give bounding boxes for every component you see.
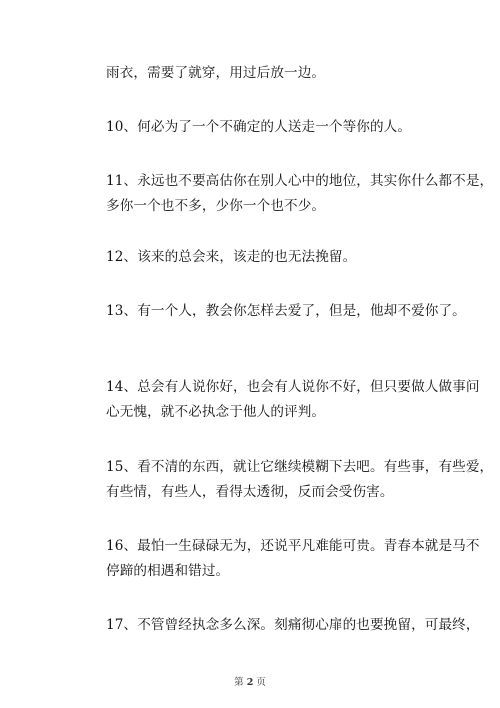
paragraph-17 <box>106 613 480 638</box>
page-footer <box>0 677 500 689</box>
paragraph-16 <box>106 534 480 584</box>
paragraph-10 <box>106 115 436 140</box>
paragraph-line: 13、有一个人，教会你怎样去爱了，但是，他却不爱你了。 <box>106 303 466 319</box>
page-label-prefix: 第 <box>234 677 244 688</box>
paragraph-line: 14、总会有人说你好，也会有人说你不好，但只要做人做事问 <box>106 379 480 395</box>
page-number: 2 <box>246 677 254 688</box>
paragraph-line: 心无愧，就不必执念于他人的评判。 <box>106 404 326 420</box>
page-label-suffix: 页 <box>256 677 266 688</box>
paragraph-11 <box>106 169 494 219</box>
paragraph-9-tail <box>106 61 436 86</box>
paragraph-15 <box>106 455 494 505</box>
paragraph-14 <box>106 375 480 425</box>
paragraph-line: 停蹄的相遇和错过。 <box>106 563 230 579</box>
paragraph-line: 雨衣，需要了就穿，用过后放一边。 <box>106 65 326 81</box>
paragraph-13 <box>106 299 466 324</box>
paragraph-line: 有些情，有些人，看得太透彻，反而会受伤害。 <box>106 484 394 500</box>
paragraph-line: 15、看不清的东西，就让它继续模糊下去吧。有些事，有些爱， <box>106 459 494 475</box>
paragraph-line: 12、该来的总会来，该走的也无法挽留。 <box>106 249 357 265</box>
paragraph-line: 17、不管曾经执念多么深。刻痛彻心扉的也要挽留，可最终， <box>106 617 480 633</box>
paragraph-line: 10、何必为了一个不确定的人送走一个等你的人。 <box>106 119 412 135</box>
paragraph-line: 11、永远也不要高估你在别人心中的地位，其实你什么都不是， <box>106 173 494 189</box>
paragraph-line: 多你一个也不多，少你一个也不少。 <box>106 198 326 214</box>
paragraph-line: 16、最怕一生碌碌无为，还说平凡难能可贵。青春本就是马不 <box>106 538 480 554</box>
paragraph-12 <box>106 245 436 270</box>
